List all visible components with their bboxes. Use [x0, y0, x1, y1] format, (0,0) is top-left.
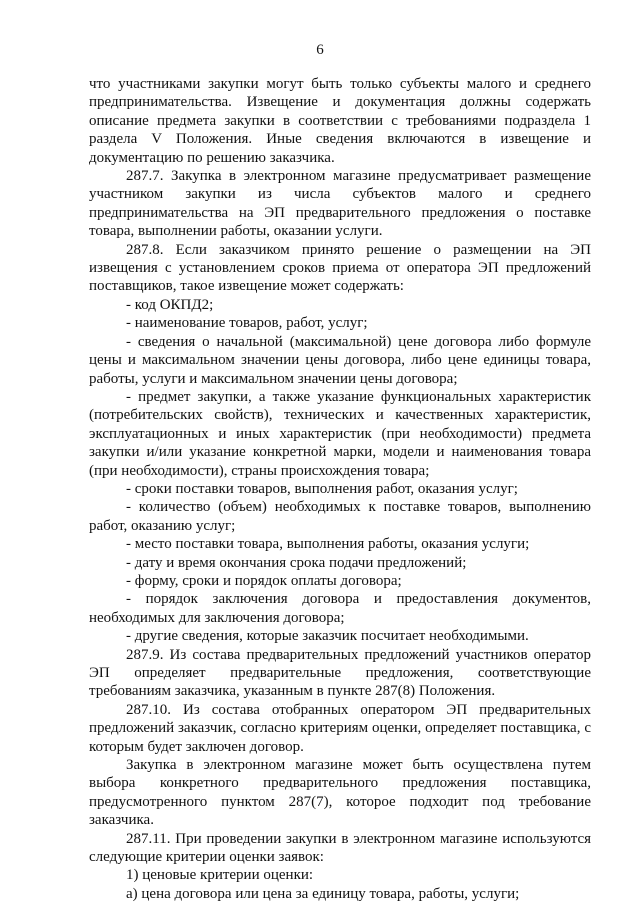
list-item-terms: - сроки поставки товаров, выполнения работ, оказания услуг; — [126, 480, 518, 497]
list-item-place: - место поставки товара, выполнения работы, оказания услуги; — [126, 536, 530, 553]
list-item-quantity: - количество (объем) необходимых к поставке товаров, выполнению работ, оказанию услуг; — [89, 499, 591, 534]
paragraph-continuation: что участниками закупки могут быть только субъекты малого и среднего предпринимательства. Извещение и документация должны содержать описание предмета закупки в соответствии с требованиями подраздела 1 раздела V Положения. Иные сведения включаются в извещение и документацию по решению заказчика. — [89, 76, 591, 166]
paragraph-287-8: 287.8. Если заказчиком принято решение о размещении на ЭП извещения с установлением сроков приема от оператора ЭП предложений поставщиков, такое извещение может содержать: — [89, 241, 591, 295]
page-number: 6 — [316, 42, 324, 58]
paragraph-287-11: 287.11. При проведении закупки в электронном магазине используются следующие критерии оценки заявок: — [89, 830, 591, 866]
list-item-payment: - форму, сроки и порядок оплаты договора; — [126, 572, 402, 589]
list-item-names: - наименование товаров, работ, услуг; — [126, 315, 368, 332]
list-item-subject: - предмет закупки, а также указание функциональных характеристик (потребительских свойств), технических и качественных характеристик, эксплуатационных и иных характеристик (при необходимости) предмета закупки и/или указание конкретной марки, модели и наименования товара (при необходимости), страны происхождения товара; — [89, 388, 591, 479]
criteria-item-a: а) цена договора или цена за единицу товара, работы, услуги; — [126, 885, 520, 902]
list-item-okpd2: - код ОКПД2; — [126, 296, 214, 313]
list-item-other: - другие сведения, которые заказчик посчитает необходимыми. — [126, 628, 529, 645]
paragraph-287-10: 287.10. Из состава отобранных оператором ЭП предварительных предложений заказчик, согласно критериям оценки, определяет поставщика, с которым будет заключен договор. — [89, 701, 591, 755]
paragraph-287-7: 287.7. Закупка в электронном магазине предусматривает размещение участником закупки из числа субъектов малого и среднего предпринимательства на ЭП предварительного предложения о поставке товара, выполнении работы, оказании услуги. — [89, 168, 591, 240]
paragraph-ecommerce-selection: Закупка в электронном магазине может быть осуществлена путем выбора конкретного предварительного предложения поставщика, предусмотренного пунктом 287(7), которое подходит под требование заказчика. — [89, 757, 591, 829]
paragraph-287-9: 287.9. Из состава предварительных предложений участников оператор ЭП определяет предварительные предложения, соответствующие требованиям заказчика, указанным в пункте 287(8) Положения. — [89, 646, 591, 700]
list-item-price: - сведения о начальной (максимальной) цене договора либо формуле цены и максимальном значении цены договора, либо цене единицы товара, работы, услуги и максимальном значении цены договора; — [89, 333, 591, 387]
document-body — [89, 75, 591, 903]
criteria-heading: 1) ценовые критерии оценки: — [126, 867, 314, 884]
list-item-deadline: - дату и время окончания срока подачи предложений; — [126, 554, 467, 571]
list-item-contract: - порядок заключения договора и предоставления документов, необходимых для заключения договора; — [89, 591, 591, 626]
